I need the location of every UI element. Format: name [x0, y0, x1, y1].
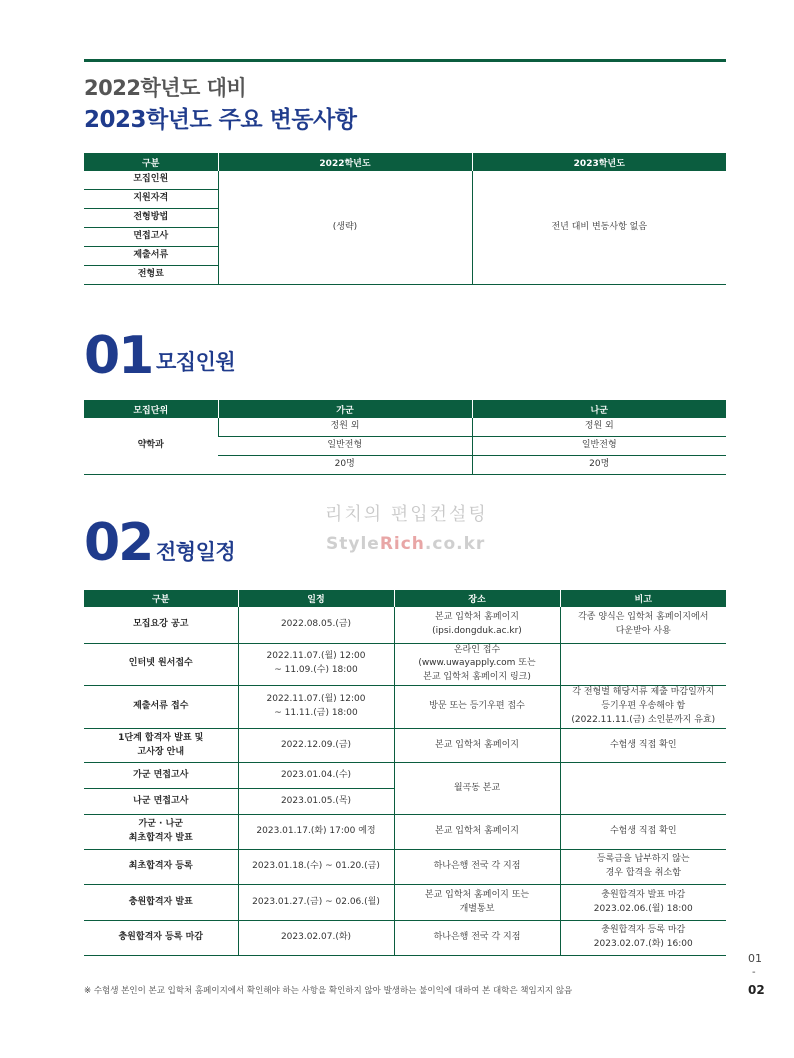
- table-row: [84, 885, 726, 921]
- table-header-row: [84, 153, 726, 171]
- schedule-date: 2023.02.07.(화): [238, 921, 394, 956]
- schedule-date: 2022.12.09.(금): [238, 729, 394, 763]
- header-ga: 가군: [218, 400, 472, 418]
- header-place: 장소: [394, 590, 560, 607]
- schedule-date: 2022.11.07.(월) 12:00 ~ 11.11.(금) 18:00: [238, 686, 394, 729]
- table-row: [84, 815, 726, 850]
- schedule-note: 충원합격자 등록 마감 2023.02.07.(화) 16:00: [560, 921, 726, 956]
- table-row: [84, 763, 726, 789]
- section-number: 02: [84, 513, 153, 573]
- watermark-brand: [326, 534, 485, 554]
- schedule-place: 하나은행 전국 각 지점: [394, 921, 560, 956]
- schedule-place: 본교 입학처 홈페이지: [394, 815, 560, 850]
- schedule-note: 등록금을 납부하지 않는 경우 합격을 취소함: [560, 850, 726, 885]
- section-number: 01: [84, 326, 153, 386]
- schedule-note: 각 전형별 해당서류 제출 마감일까지 등기우편 우송해야 함 (2022.11.11.(금) 소인분까지 유효): [560, 686, 726, 729]
- header-unit: 모집단위: [84, 400, 218, 418]
- row-label: 제출서류: [84, 247, 218, 266]
- cell-2022: (생략): [218, 171, 472, 285]
- header-note: 비고: [560, 590, 726, 607]
- schedule-place: 월곡동 본교: [394, 763, 560, 815]
- schedule-place: 본교 입학처 홈페이지 또는 개별통보: [394, 885, 560, 921]
- unit-cell: 약학과: [84, 418, 218, 475]
- schedule-category: 충원합격자 발표: [84, 885, 238, 921]
- schedule-note: 수험생 직접 확인: [560, 815, 726, 850]
- page-number-chapter: 01: [748, 952, 762, 965]
- table-row: [84, 171, 726, 190]
- section-title: 전형일정: [156, 540, 236, 564]
- recruitment-table: [84, 400, 726, 475]
- header-2022: 2022학년도: [218, 153, 472, 171]
- table-row: [84, 729, 726, 763]
- row-label: 면접고사: [84, 228, 218, 247]
- table-row: [84, 921, 726, 956]
- schedule-category: 나군 면접고사: [84, 789, 238, 815]
- watermark-text: 리치의 편입컨설팅: [325, 504, 488, 525]
- table-row: [84, 418, 726, 437]
- schedule-category: 제출서류 접수: [84, 686, 238, 729]
- schedule-note: 충원합격자 발표 마감 2023.02.06.(월) 18:00: [560, 885, 726, 921]
- schedule-date: 2023.01.17.(화) 17:00 예정: [238, 815, 394, 850]
- page-number: 02: [748, 983, 765, 997]
- row-label: 지원자격: [84, 190, 218, 209]
- schedule-date: 2022.08.05.(금): [238, 607, 394, 643]
- schedule-place: 방문 또는 등기우편 접수: [394, 686, 560, 729]
- watermark-brand-c: .co.kr: [424, 534, 486, 554]
- watermark-brand-a: Style: [326, 534, 380, 554]
- top-divider: [84, 59, 726, 62]
- footnote: ※ 수험생 본인이 본교 입학처 홈페이지에서 확인해야 하는 사항을 확인하지 않아 발생하는 불이익에 대하여 본 대학은 책임지지 않음: [84, 986, 573, 996]
- schedule-note: 각종 양식은 입학처 홈페이지에서 다운받아 사용: [560, 607, 726, 643]
- table-row: [84, 643, 726, 686]
- schedule-date: 2022.11.07.(월) 12:00 ~ 11.09.(수) 18:00: [238, 643, 394, 686]
- schedule-note: [560, 763, 726, 815]
- schedule-place: 본교 입학처 홈페이지: [394, 729, 560, 763]
- schedule-note: [560, 643, 726, 686]
- na-cell: 정원 외: [472, 418, 726, 437]
- schedule-category: 모집요강 공고: [84, 607, 238, 643]
- header-category: 구분: [84, 153, 218, 171]
- table-row: [84, 850, 726, 885]
- schedule-date: 2023.01.04.(수): [238, 763, 394, 789]
- page-number-separator: -: [752, 967, 756, 978]
- schedule-category: 1단계 합격자 발표 및 고사장 안내: [84, 729, 238, 763]
- ga-cell: 20명: [218, 456, 472, 475]
- header-category: 구분: [84, 590, 238, 607]
- schedule-place: 본교 입학처 홈페이지 (ipsi.dongduk.ac.kr): [394, 607, 560, 643]
- changes-table: [84, 153, 726, 285]
- section-title: 모집인원: [156, 350, 236, 374]
- schedule-note: 수험생 직접 확인: [560, 729, 726, 763]
- schedule-table: [84, 590, 726, 956]
- schedule-date: 2023.01.05.(목): [238, 789, 394, 815]
- schedule-category: 가군 면접고사: [84, 763, 238, 789]
- schedule-date: 2023.01.18.(수) ~ 01.20.(금): [238, 850, 394, 885]
- schedule-category: 최초합격자 등록: [84, 850, 238, 885]
- na-cell: 20명: [472, 456, 726, 475]
- page-title-line1: 2022학년도 대비: [84, 76, 247, 100]
- table-header-row: [84, 400, 726, 418]
- ga-cell: 일반전형: [218, 437, 472, 456]
- schedule-category: 가군 · 나군 최초합격자 발표: [84, 815, 238, 850]
- cell-2023: 전년 대비 변동사항 없음: [472, 171, 726, 285]
- page-title-line2: 2023학년도 주요 변동사항: [84, 107, 357, 133]
- table-header-row: [84, 590, 726, 607]
- header-date: 일정: [238, 590, 394, 607]
- header-2023: 2023학년도: [472, 153, 726, 171]
- schedule-date: 2023.01.27.(금) ~ 02.06.(월): [238, 885, 394, 921]
- row-label: 모집인원: [84, 171, 218, 190]
- schedule-category: 인터넷 원서접수: [84, 643, 238, 686]
- schedule-place: 하나은행 전국 각 지점: [394, 850, 560, 885]
- header-na: 나군: [472, 400, 726, 418]
- ga-cell: 정원 외: [218, 418, 472, 437]
- schedule-category: 충원합격자 등록 마감: [84, 921, 238, 956]
- row-label: 전형료: [84, 266, 218, 285]
- schedule-place: 온라인 접수 (www.uwayapply.com 또는 본교 입학처 홈페이지 링크): [394, 643, 560, 686]
- table-row: [84, 686, 726, 729]
- na-cell: 일반전형: [472, 437, 726, 456]
- row-label: 전형방법: [84, 209, 218, 228]
- watermark-brand-b: Rich: [379, 534, 425, 554]
- table-row: [84, 607, 726, 643]
